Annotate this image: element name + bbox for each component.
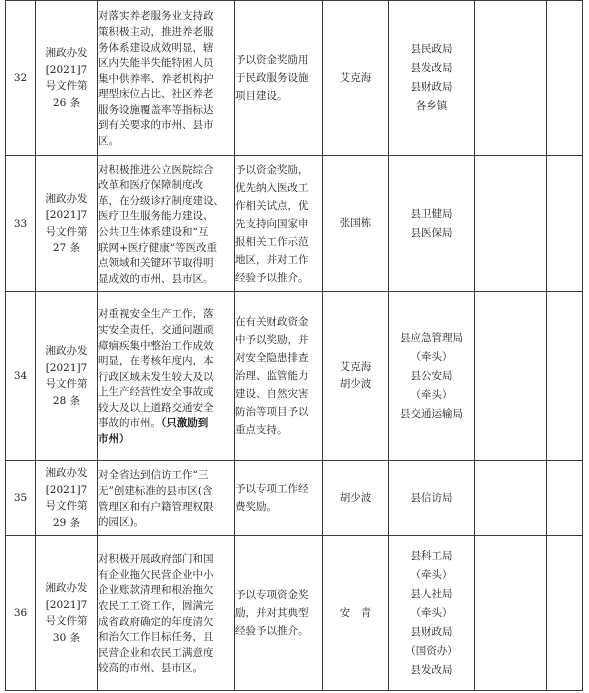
incentive-measure-cell <box>235 292 323 461</box>
responsible-department-line: 县卫健局 <box>410 207 453 220</box>
policy-content-line <box>98 323 234 339</box>
document-reference-cell <box>36 536 98 691</box>
policy-content-line-text: 较大及以上道路交通安全 <box>98 401 214 414</box>
responsible-department-line: 各乡镇 <box>415 100 448 112</box>
responsible-department-line: 县医保局 <box>410 226 453 239</box>
document-reference-line: [2021]7 <box>45 63 88 76</box>
responsible-department-line: 县财政局 <box>410 625 453 638</box>
responsible-department-cell <box>389 156 475 292</box>
document-reference-cell <box>36 156 98 292</box>
incentive-measure-line: 于民政服务设施 <box>235 72 309 84</box>
empty-cell <box>547 461 583 536</box>
document-reference-line: 湘政办发 <box>45 47 88 59</box>
responsible-leader-name: 艾克海 <box>339 71 372 84</box>
policy-content-line-text: 务体系建设成效明显，辖 <box>98 41 214 54</box>
document-reference-line: 号文件第 <box>45 80 88 92</box>
document-reference-line: [2021]7 <box>45 209 88 221</box>
document-reference-line: 29 条 <box>52 516 81 529</box>
policy-content-line-text: 较高的市州、县市区。 <box>98 662 203 675</box>
policy-content-line <box>98 194 234 210</box>
policy-content-line-text: 显成效的市州、县市区。 <box>98 272 214 285</box>
empty-cell <box>475 1 547 156</box>
document-reference-line: 26 条 <box>52 96 81 109</box>
policy-content-line <box>98 354 234 370</box>
policy-content-line-text: 和治欠工作目标任务，且 <box>98 631 214 644</box>
policy-content-line <box>98 87 234 103</box>
responsible-department-line: （牵头） <box>410 350 453 363</box>
document-reference-line: 号文件第 <box>45 615 88 627</box>
responsible-department-line: 县民政局 <box>410 43 453 55</box>
policy-content-line <box>98 272 234 288</box>
incentive-measure-line: 励，并对其典型 <box>235 607 309 619</box>
responsible-department-line: 县发改局 <box>410 663 453 676</box>
policy-content-line <box>98 568 234 584</box>
policy-content-line-text: 医疗卫生服务能力建设、 <box>98 210 214 223</box>
responsible-department-line: （牵头） <box>410 388 453 401</box>
policy-content-line <box>98 178 234 194</box>
policy-content-line-text: 民营企业和农民工满意度 <box>98 646 214 659</box>
responsible-department-cell <box>389 536 475 691</box>
incentive-measure-line: 予以专项工作经 <box>235 483 309 495</box>
policy-content-line-text: 对落实养老服务业支持政 <box>98 10 214 23</box>
empty-cell <box>547 156 583 292</box>
empty-cell <box>475 461 547 536</box>
policy-content-line-text: 区内失能半失能特困人员 <box>98 57 214 70</box>
empty-cell <box>475 292 547 461</box>
policy-content-line <box>98 468 234 484</box>
responsible-leader-cell <box>323 156 389 292</box>
table-row <box>6 536 583 691</box>
policy-content-line <box>98 56 234 72</box>
policy-content-line-text: 事故的市州。 <box>98 417 161 430</box>
policy-content-text <box>98 6 234 149</box>
policy-content-line-text: 行政区域未发生较大及以 <box>98 370 214 383</box>
responsible-department-line: （国资办） <box>405 644 458 657</box>
policy-content-line-text: 革，在分级诊疗制度建设、 <box>98 194 224 207</box>
policy-content-line-text: 的园区)。 <box>98 516 145 529</box>
policy-scope-note: （只激励到 <box>161 417 209 430</box>
responsible-leader-cell <box>323 461 389 536</box>
policy-content-line-text: 企业账款清理和根治拖欠 <box>98 584 214 597</box>
policy-content-text <box>98 160 234 288</box>
policy-content-line <box>98 118 234 134</box>
responsible-department-line: 县应急管理局 <box>400 331 463 344</box>
policy-content-cell <box>98 292 235 461</box>
policy-content-line <box>98 225 234 241</box>
policy-content-line-text: 联网+医疗健康”等医改重 <box>98 241 218 254</box>
policy-content-line <box>98 432 234 448</box>
policy-content-text <box>98 549 234 677</box>
responsible-leader-cell <box>323 1 389 156</box>
policy-content-line <box>98 307 234 323</box>
document-reference-cell <box>36 292 98 461</box>
policy-content-line-text: 上生产经营性安全事故或 <box>98 386 214 399</box>
responsible-department-line: 县人社局 <box>410 587 453 600</box>
policy-content-line <box>98 339 234 355</box>
document-reference-line: 湘政办发 <box>45 192 88 205</box>
policy-content-line <box>98 41 234 57</box>
policy-content-line-text: 明显，在考核年度内，本 <box>98 355 214 368</box>
policy-content-line <box>98 599 234 615</box>
incentive-measure-line: 对安全隐患排查 <box>235 352 309 364</box>
policy-content-line-text: 对重视安全生产工作，落 <box>98 308 214 321</box>
policy-content-line-text: 公共卫生体系建设和“互 <box>98 226 209 238</box>
responsible-department-cell <box>389 461 475 536</box>
incentive-measure-line: 予以专项资金奖 <box>235 589 309 601</box>
policy-content-text <box>98 304 234 447</box>
policy-content-line-text: 实安全责任，交通问题顽 <box>98 323 214 336</box>
policy-content-line-text: 到有关要求的市州、县市 <box>98 119 214 132</box>
row-number: 36 <box>6 536 36 691</box>
policy-content-line-text: 对积极推进公立医院综合 <box>98 163 214 176</box>
empty-cell <box>547 536 583 691</box>
policy-content-cell <box>98 156 235 292</box>
document-reference-line: 28 条 <box>52 394 81 407</box>
incentive-measure-line: 费奖励。 <box>235 501 277 513</box>
policy-content-line <box>98 256 234 272</box>
document-reference-line: 号文件第 <box>45 225 88 238</box>
row-number: 35 <box>6 461 36 536</box>
policy-content-line-text: 改革和医疗保障制度改 <box>98 179 203 192</box>
policy-content-line-text: 集中供养率、养老机构护 <box>98 72 214 85</box>
incentive-measure-line: 作相关试点，优 <box>235 199 309 212</box>
policy-content-line <box>98 370 234 386</box>
responsible-department-line: 县公安局 <box>410 369 453 382</box>
incentive-measure-line: 经验予以推介。 <box>235 625 309 637</box>
incentive-measure-cell <box>235 156 323 292</box>
incentive-measure-cell <box>235 461 323 536</box>
policy-content-line <box>98 72 234 88</box>
table-row <box>6 156 583 292</box>
policy-content-line <box>98 401 234 417</box>
policy-content-line-text: 点领域和关键环节取得明 <box>98 257 214 270</box>
responsible-department-line: 县信访局 <box>410 491 453 504</box>
incentive-measure-line: 优先纳入医改工 <box>235 181 309 194</box>
empty-cell <box>547 292 583 461</box>
document-reference-line: 30 条 <box>52 631 81 644</box>
incentive-measure-line: 中予以奖励，并 <box>235 334 309 346</box>
table-row <box>6 1 583 156</box>
incentive-measure-line: 予以资金奖励， <box>235 163 309 176</box>
responsible-leader-name: 胡少波 <box>339 378 372 390</box>
policy-content-line <box>98 416 234 432</box>
policy-content-line-text: 理型床位占比、社区养老 <box>98 88 214 101</box>
responsible-leader-name: 胡少波 <box>339 491 372 504</box>
incentive-measure-cell <box>235 536 323 691</box>
incentive-measure-line: 报相关工作示范 <box>235 235 309 248</box>
policy-content-cell <box>98 1 235 156</box>
policy-content-line <box>98 163 234 179</box>
policy-table <box>5 0 583 691</box>
incentive-measure-line: 治理、监管能力 <box>235 370 309 382</box>
responsible-leader-cell <box>323 292 389 461</box>
responsible-leader-name: 张国栋 <box>339 217 372 229</box>
policy-content-line <box>98 615 234 631</box>
policy-content-line <box>98 25 234 41</box>
responsible-department-cell <box>389 292 475 461</box>
row-number: 33 <box>6 156 36 292</box>
policy-content-line <box>98 103 234 119</box>
document-reference-line: 号文件第 <box>45 378 88 390</box>
incentive-measure-line: 重点支持。 <box>235 424 288 436</box>
responsible-department-line: 县发改局 <box>410 62 453 74</box>
policy-content-cell <box>98 536 235 691</box>
policy-content-line <box>98 661 234 677</box>
document-reference-line: 27 条 <box>52 242 81 254</box>
incentive-measure-line: 建设、自然灾害 <box>235 388 309 400</box>
policy-content-text <box>98 465 234 530</box>
responsible-leader-name: 艾克海 <box>339 361 372 373</box>
responsible-department-line: （牵头） <box>410 568 453 581</box>
incentive-measure-line: 项目建设。 <box>235 90 288 102</box>
incentive-measure-line: 先支持向国家申 <box>235 217 309 230</box>
policy-content-line <box>98 134 234 150</box>
responsible-department-line: 县交通运输局 <box>400 407 463 420</box>
table-row <box>6 461 583 536</box>
policy-content-line-text: 瘴痼疾集中整治工作成效 <box>98 339 214 352</box>
policy-content-line <box>98 484 234 500</box>
policy-content-line-text: 无”创建标准的县市区(含 <box>98 484 213 497</box>
table-row <box>6 292 583 461</box>
document-reference-line: [2021]7 <box>45 483 88 496</box>
policy-content-line <box>98 209 234 225</box>
responsible-department-cell <box>389 1 475 156</box>
incentive-measure-line: 在有关财政资金 <box>235 316 309 328</box>
document-reference-line: [2021]7 <box>45 598 88 611</box>
empty-cell <box>547 1 583 156</box>
policy-content-cell <box>98 461 235 536</box>
incentive-measure-line: 经验予以推介。 <box>235 271 309 284</box>
incentive-measure-line: 防治等项目予以 <box>235 406 309 418</box>
row-number: 34 <box>6 292 36 461</box>
policy-content-line-text: 有企业拖欠民营企业中小 <box>98 568 214 581</box>
document-reference-line: 号文件第 <box>45 500 88 512</box>
row-number: 32 <box>6 1 36 156</box>
responsible-leader-name: 安 青 <box>339 606 372 619</box>
policy-content-line-text: 农民工工资工作，圆满完 <box>98 599 214 612</box>
policy-content-line <box>98 646 234 662</box>
document-reference-line: 湘政办发 <box>45 582 88 594</box>
policy-content-line <box>98 515 234 531</box>
incentive-measure-line: 地区，并对工作 <box>235 253 309 266</box>
policy-content-line-text: 策积极主动，推进养老服 <box>98 25 214 38</box>
responsible-department-line: （牵头） <box>410 606 453 619</box>
policy-content-line-text: 服务设施覆盖率等指标达 <box>98 103 214 116</box>
responsible-department-line: 县科工局 <box>410 549 453 562</box>
policy-content-line <box>98 630 234 646</box>
document-reference-cell <box>36 461 98 536</box>
policy-scope-note-cont: 市州） <box>98 433 130 446</box>
policy-content-line-text: 对积极开展政府部门和国 <box>98 553 214 566</box>
policy-content-line <box>98 241 234 257</box>
policy-content-line-text: 成省政府确定的年度清欠 <box>98 615 214 628</box>
policy-content-line <box>98 385 234 401</box>
empty-cell <box>475 536 547 691</box>
document-reference-line: 湘政办发 <box>45 345 88 357</box>
policy-content-line <box>98 9 234 25</box>
policy-content-line <box>98 552 234 568</box>
responsible-department-line: 县财政局 <box>410 81 453 93</box>
empty-cell <box>475 156 547 292</box>
policy-content-line-text: 管理区和有户籍管理权限 <box>98 500 214 513</box>
policy-content-line <box>98 500 234 516</box>
responsible-leader-cell <box>323 536 389 691</box>
incentive-measure-line: 予以资金奖励用 <box>235 54 309 66</box>
incentive-measure-cell <box>235 1 323 156</box>
document-reference-cell <box>36 1 98 156</box>
policy-content-line <box>98 583 234 599</box>
table-body <box>6 1 583 691</box>
policy-content-line-text: 对全省达到信访工作“三 <box>98 469 209 482</box>
document-reference-line: 湘政办发 <box>45 467 88 479</box>
document-reference-line: [2021]7 <box>45 361 88 374</box>
policy-content-line-text: 区。 <box>98 135 119 148</box>
